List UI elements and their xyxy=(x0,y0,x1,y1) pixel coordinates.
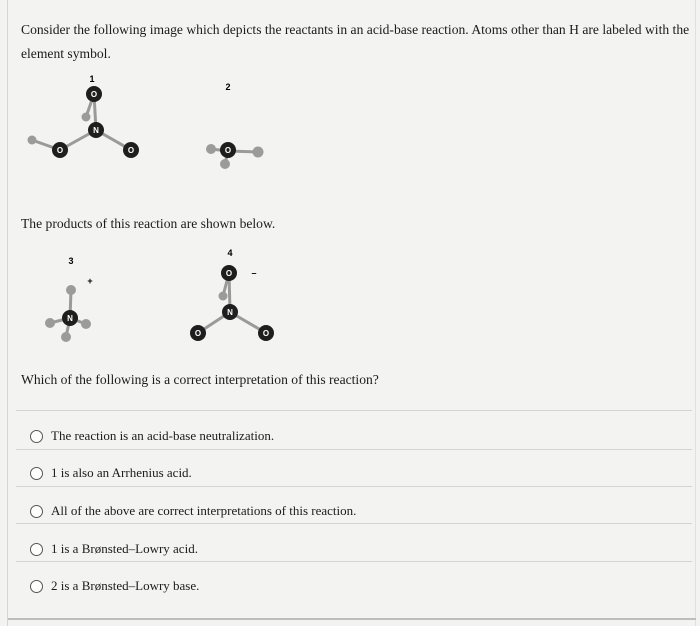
molecule-1 xyxy=(28,74,140,158)
option-label: 1 is also an Arrhenius acid. xyxy=(51,465,192,480)
radio-button[interactable] xyxy=(30,505,43,518)
atom-symbol: O xyxy=(194,329,202,338)
option-label: All of the above are correct interpretations of this reaction. xyxy=(51,503,357,518)
atom-symbol: O xyxy=(262,329,270,338)
molecule-label: 2 xyxy=(225,82,231,92)
radio-button[interactable] xyxy=(30,580,43,593)
atom-symbol: N xyxy=(67,314,73,323)
question-text: Which of the following is a correct interpretation of this reaction? xyxy=(21,372,379,387)
molecule-4 xyxy=(190,248,274,341)
option-label: 1 is a Brønsted–Lowry acid. xyxy=(51,541,198,556)
hydrogen-atom xyxy=(82,113,91,122)
atom-symbol: O xyxy=(127,146,135,155)
hydrogen-atom xyxy=(81,319,91,329)
answer-option-arrhenius-acid[interactable] xyxy=(30,465,192,481)
hydrogen-atom xyxy=(28,136,37,145)
radio-button[interactable] xyxy=(30,467,43,480)
divider xyxy=(16,449,692,450)
option-label: 2 is a Brønsted–Lowry base. xyxy=(51,578,200,593)
answer-option-bronsted-base[interactable] xyxy=(30,578,199,594)
atom-symbol: O xyxy=(225,269,233,278)
answer-option-all-of-the-above[interactable] xyxy=(30,503,356,519)
atom-symbol: O xyxy=(224,146,232,155)
charge-label: – xyxy=(251,268,257,278)
molecule-2 xyxy=(206,82,264,169)
charge-label: + xyxy=(87,276,93,286)
hydrogen-atom xyxy=(66,285,76,295)
hydrogen-atom xyxy=(219,292,228,301)
hydrogen-atom xyxy=(206,144,216,154)
radio-button[interactable] xyxy=(30,543,43,556)
hydrogen-atom xyxy=(220,159,230,169)
divider xyxy=(16,410,692,411)
answer-option-bronsted-acid[interactable] xyxy=(30,541,198,557)
hydrogen-atom xyxy=(45,318,55,328)
divider xyxy=(16,523,692,524)
divider xyxy=(16,561,692,562)
divider xyxy=(16,486,692,487)
molecule-label: 3 xyxy=(68,256,74,266)
bottom-border xyxy=(8,618,696,620)
atom-symbol: O xyxy=(56,146,64,155)
option-label: The reaction is an acid-base neutralization. xyxy=(51,428,275,443)
hydrogen-atom xyxy=(61,332,71,342)
molecule-3 xyxy=(45,256,93,342)
answer-option-neutralization[interactable] xyxy=(30,428,274,444)
atom-symbol: N xyxy=(227,308,233,317)
products-text: The products of this reaction are shown below. xyxy=(21,216,276,231)
atom-symbol: N xyxy=(93,126,99,135)
intro-text: Consider the following image which depicts the reactants in an acid-base reaction. Atoms other than H are labeled with the element symbol. xyxy=(21,22,690,61)
molecule-label: 4 xyxy=(227,248,233,258)
atom-symbol: O xyxy=(90,90,98,99)
radio-button[interactable] xyxy=(30,430,43,443)
molecule-label: 1 xyxy=(89,74,95,84)
hydrogen-atom xyxy=(253,147,264,158)
